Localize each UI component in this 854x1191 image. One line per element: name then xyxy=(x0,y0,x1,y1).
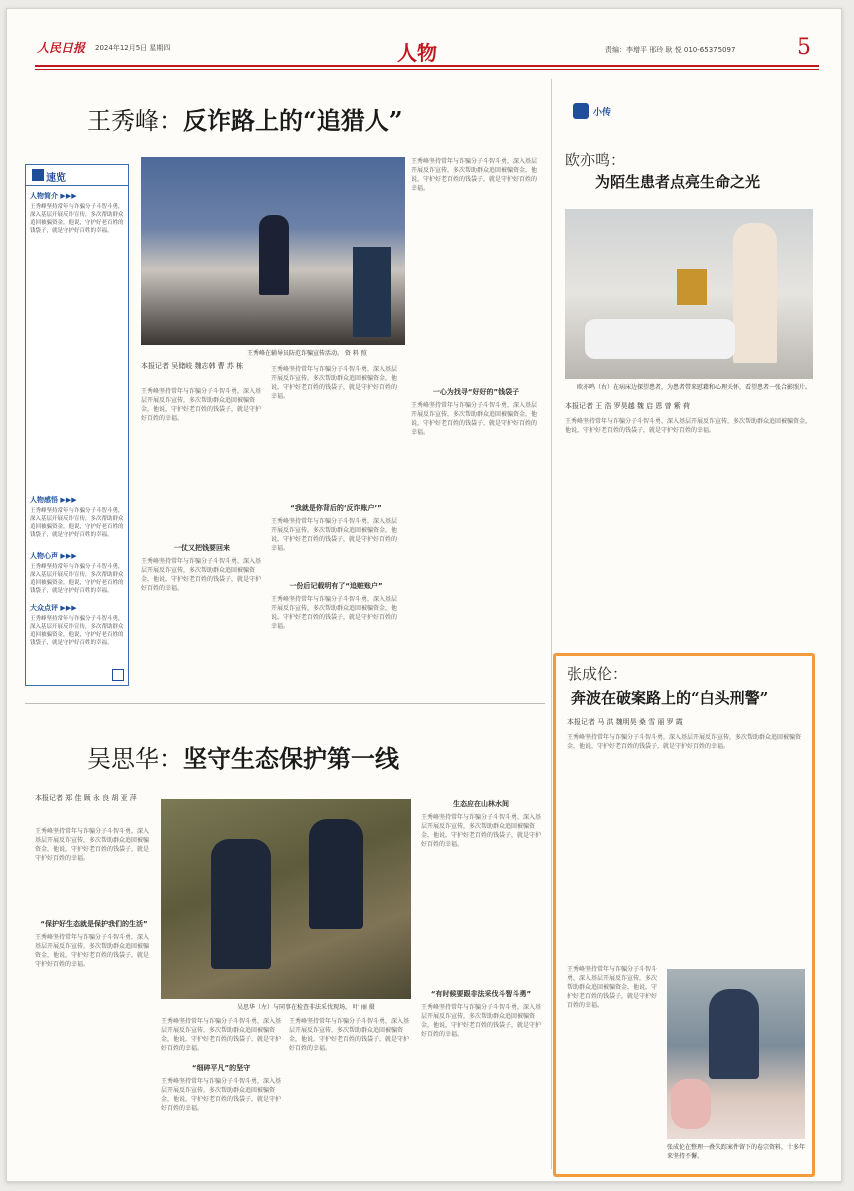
story3-photo-caption: 欧亦鸣（右）在病床边探望患者，为患者带来慰藉和心理关怀，看望患者一张合影照片。 xyxy=(577,384,812,391)
officer-left-figure xyxy=(211,839,271,969)
sidebar-label-insight: 人物感悟 ▶▶▶ xyxy=(30,496,77,504)
story4-body-p2: 王秀峰坚持常年与诈骗分子斗智斗勇，深入基层开展反诈宣传，多次帮助群众追回被骗资金，他说，守护好老百姓的钱袋子，就是守护好百姓的幸福。 xyxy=(567,966,657,1009)
speaker-figure xyxy=(259,215,289,295)
story2-col4-p1: 王秀峰坚持常年与诈骗分子斗智斗勇，深入基层开展反诈宣传，多次帮助群众追回被骗资金，他说，守护好老百姓的钱袋子，就是守护好百姓的幸福。 xyxy=(421,814,541,848)
story4-photo-caption: 张成伦在整理一叠失踪案件留下的卷宗资料，十多年来坚持不懈。 xyxy=(667,1144,806,1160)
story1-photo-caption: 王秀峰在辅导员防范诈骗宣传活动。 资 料 照 xyxy=(247,350,367,357)
story2-col3-p1: 王秀峰坚持常年与诈骗分子斗智斗勇，深入基层开展反诈宣传，多次帮助群众追回被骗资金，他说，守护好老百姓的钱袋子，就是守护好百姓的幸福。 xyxy=(289,1018,410,1052)
story4-name: 张成伦： xyxy=(567,665,628,683)
story2-title: 坚守生态保护第一线 xyxy=(183,744,399,773)
story1-subhead2: “我就是你背后的‘反诈账户’” xyxy=(290,504,382,512)
sidebar-title: 速览 xyxy=(46,173,66,184)
story2-photo xyxy=(161,799,411,999)
story4-body-p1: 王秀峰坚持常年与诈骗分子斗智斗勇，深入基层开展反诈宣传，多次帮助群众追回被骗资金，他说，守护好老百姓的钱袋子，就是守护好百姓的幸福。 xyxy=(567,734,802,750)
masthead-logo: 人民日报 xyxy=(37,41,86,55)
sidebar-label-intro: 人物简介 ▶▶▶ xyxy=(30,192,77,200)
section-title: 人物 xyxy=(397,41,437,65)
pen-icon xyxy=(32,169,44,181)
story1-col2-p2: 王秀峰坚持常年与诈骗分子斗智斗勇，深入基层开展反诈宣传，多次帮助群众追回被骗资金，他说，守护好老百姓的钱袋子，就是守护好百姓的幸福。 xyxy=(271,518,398,552)
story1-headline xyxy=(87,101,403,136)
flower-bouquet xyxy=(671,1079,711,1129)
story2-photo-caption: 吴思华（左）与同事在检查非法采伐现场。 叶 丽 摄 xyxy=(237,1004,375,1011)
end-mark-icon xyxy=(112,669,124,681)
story2-col4-p2: 王秀峰坚持常年与诈骗分子斗智斗勇，深入基层开展反诈宣传，多次帮助群众追回被骗资金，他说，守护好老百姓的钱袋子，就是守护好百姓的幸福。 xyxy=(421,1004,541,1038)
story1-subhead4: 一心为找寻“好好的”钱袋子 xyxy=(432,388,520,396)
story1-title: 反诈路上的“追猎人” xyxy=(183,106,403,135)
sidebar-label-review: 大众点评 ▶▶▶ xyxy=(30,604,77,612)
story1-col3-p1: 王秀峰坚持常年与诈骗分子斗智斗勇，深入基层开展反诈宣传，多次帮助群众追回被骗资金，他说，守护好老百姓的钱袋子，就是守护好百姓的幸福。 xyxy=(411,158,538,192)
story1-byline: 本报记者 吴储岐 魏志韩 曹 苏 栋 xyxy=(141,362,244,370)
column-tag xyxy=(573,101,619,119)
sidebar-text-review: 王秀峰坚持常年与诈骗分子斗智斗勇，深入基层开展反诈宣传，多次帮助群众追回被骗资金，他说，守护好老百姓的钱袋子，就是守护好百姓的幸福。 xyxy=(30,616,124,646)
story2-subhead4: “有时候要跟非法采伐斗智斗勇” xyxy=(430,990,532,998)
story3-byline: 本报记者 王 浩 罗昊越 魏 启 恩 曾 紫 荷 xyxy=(565,402,691,410)
story1-col1-p2: 王秀峰坚持常年与诈骗分子斗智斗勇，深入基层开展反诈宣传，多次帮助群众追回被骗资金，他说，守护好老百姓的钱袋子，就是守护好百姓的幸福。 xyxy=(141,558,262,592)
quill-icon xyxy=(573,103,589,119)
story2-col2-p2: 王秀峰坚持常年与诈骗分子斗智斗勇，深入基层开展反诈宣传，多次帮助群众追回被骗资金，他说，守护好老百姓的钱袋子，就是守护好百姓的幸福。 xyxy=(161,1078,281,1112)
story2-col2-p1: 王秀峰坚持常年与诈骗分子斗智斗勇，深入基层开展反诈宣传，多次帮助群众追回被骗资金，他说，守护好老百姓的钱袋子，就是守护好百姓的幸福。 xyxy=(161,1018,281,1052)
story1-col2-p1: 王秀峰坚持常年与诈骗分子斗智斗勇，深入基层开展反诈宣传，多次帮助群众追回被骗资金，他说，守护好老百姓的钱袋子，就是守护好百姓的幸福。 xyxy=(271,366,398,400)
sidebar-text-insight: 王秀峰坚持常年与诈骗分子斗智斗勇，深入基层开展反诈宣传，多次帮助群众追回被骗资金，他说，守护好老百姓的钱袋子，就是守护好百姓的幸福。 xyxy=(30,508,124,537)
story4-byline: 本报记者 马 洪 魏明昊 桑 雪 丽 罗 霞 xyxy=(567,718,683,726)
sidebar-box xyxy=(25,164,129,686)
sidebar-text-voice: 王秀峰坚持常年与诈骗分子斗智斗勇，深入基层开展反诈宣传，多次帮助群众追回被骗资金，他说，守护好老百姓的钱袋子，就是守护好百姓的幸福。 xyxy=(30,564,124,593)
sidebar-divider xyxy=(26,185,128,186)
story2-subhead2: 生态应在山林水间 xyxy=(453,800,509,808)
story1-name: 王秀峰： xyxy=(87,107,183,135)
story1-subhead1: 一仗又把钱要回来 xyxy=(174,544,230,552)
story2-subhead1: “保护好生态就是保护我们的生活” xyxy=(40,920,148,928)
story2-byline: 本报记者 郑 佳 顾 永 良 胡 亚 萍 xyxy=(35,794,137,802)
column-divider xyxy=(551,79,552,1169)
masthead-rule-thin xyxy=(35,69,819,70)
certificate-frame xyxy=(677,269,707,305)
newspaper-page xyxy=(6,8,842,1182)
story1-col3-p2: 王秀峰坚持常年与诈骗分子斗智斗勇，深入基层开展反诈宣传，多次帮助群众追回被骗资金，他说，守护好老百姓的钱袋子，就是守护好百姓的幸福。 xyxy=(411,402,538,436)
story4-photo xyxy=(667,969,805,1139)
story1-col1-p1: 王秀峰坚持常年与诈骗分子斗智斗勇，深入基层开展反诈宣传，多次帮助群众追回被骗资金，他说，守护好老百姓的钱袋子，就是守护好百姓的幸福。 xyxy=(141,388,262,422)
story2-top-rule xyxy=(25,703,545,704)
story3-photo xyxy=(565,209,813,379)
detective-figure xyxy=(709,989,759,1079)
story3-title: 为陌生患者点亮生命之光 xyxy=(595,173,761,191)
masthead-rule xyxy=(35,65,819,67)
story2-subhead3: “细碎平凡”的坚守 xyxy=(191,1064,251,1072)
visitor-figure xyxy=(733,223,777,363)
sidebar-text-intro: 王秀峰坚持常年与诈骗分子斗智斗勇，深入基层开展反诈宣传，多次帮助群众追回被骗资金，他说，守护好老百姓的钱袋子，就是守护好百姓的幸福。 xyxy=(30,204,124,234)
story2-headline xyxy=(87,739,399,774)
story1-photo xyxy=(141,157,405,345)
sidebar-label-voice: 人物心声 ▶▶▶ xyxy=(30,552,77,560)
story2-name: 吴思华： xyxy=(87,745,183,773)
hospital-bed xyxy=(585,319,735,359)
story3-name: 欧亦鸣： xyxy=(565,151,626,169)
story4-title: 奔波在破案路上的“白头刑警” xyxy=(571,689,769,707)
story2-col1-p1: 王秀峰坚持常年与诈骗分子斗智斗勇，深入基层开展反诈宣传，多次帮助群众追回被骗资金，他说，守护好老百姓的钱袋子，就是守护好百姓的幸福。 xyxy=(35,828,150,862)
podium xyxy=(353,247,391,337)
column-tag-label: 小传 xyxy=(593,108,612,118)
editors-line: 责编：李增平 邢玲 耿 悦 010-65375097 xyxy=(605,46,736,54)
story1-col2-p3: 王秀峰坚持常年与诈骗分子斗智斗勇，深入基层开展反诈宣传，多次帮助群众追回被骗资金，他说，守护好老百姓的钱袋子，就是守护好百姓的幸福。 xyxy=(271,596,398,630)
story3-body: 王秀峰坚持常年与诈骗分子斗智斗勇，深入基层开展反诈宣传，多次帮助群众追回被骗资金，他说，守护好老百姓的钱袋子，就是守护好百姓的幸福。 xyxy=(565,418,812,434)
officer-right-figure xyxy=(309,819,363,929)
page-number: 5 xyxy=(797,35,811,60)
story2-col1-p2: 王秀峰坚持常年与诈骗分子斗智斗勇，深入基层开展反诈宣传，多次帮助群众追回被骗资金，他说，守护好老百姓的钱袋子，就是守护好百姓的幸福。 xyxy=(35,934,150,968)
story1-subhead3: 一份后记载明有了“追赃账户” xyxy=(289,582,383,590)
masthead-date: 2024年12月5日 星期四 xyxy=(95,44,171,52)
